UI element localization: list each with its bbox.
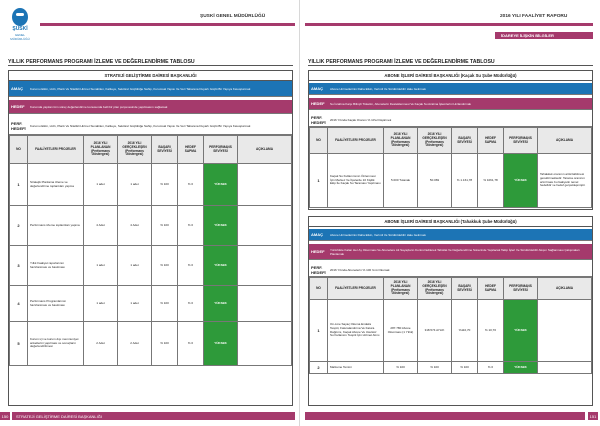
section-title: YILLIK PERFORMANS PROGRAMI İZLEME VE DEĞERLENDİRME TABLOSU: [8, 59, 195, 65]
header-bar: [305, 23, 593, 26]
hedef-row: [309, 244, 592, 260]
box-title: ABONE İŞLERİ DAİRESİ BAŞKANLIĞI (Kaçak Su Şube Müdürlüğü): [309, 71, 592, 81]
table-header-row: [310, 128, 592, 154]
table-header-row: [10, 136, 292, 164]
suski-logo: [8, 8, 32, 41]
logo-subtext: GENEL MÜDÜRLÜĞÜ: [10, 33, 30, 41]
row-actual: 4 Adet: [118, 206, 152, 246]
row-deviation: % 0: [178, 206, 204, 246]
row-level: YÜKSEK: [204, 322, 238, 366]
col-header: FAALİYETLER/ PROJELER: [328, 278, 384, 300]
row-planned: 5.000 Tutanak: [384, 154, 418, 208]
perf-text: Kurumu Etkin, Hızlı, Planlı Ve Nitelikli Hizmet Sunabilen, Kaliteye, Sektörel Güçlülüğe Sahip, Kurumsal Yapısı Ve Veri Tabanına Duyarlı Güçlü Bir Yapıya Kavuşturmak: [27, 117, 292, 134]
row-no: 2: [310, 362, 328, 374]
amac-row: [309, 229, 592, 241]
hedef-label: HEDEF: [309, 244, 327, 259]
col-header: BAŞARI SEVİYESİ: [152, 136, 178, 164]
row-level: YÜKSEK: [204, 246, 238, 286]
col-header: NO: [310, 278, 328, 300]
row-deviation: % 0: [178, 246, 204, 286]
perf-row: [9, 117, 292, 135]
row-planned: 4 Adet: [84, 206, 118, 246]
table-row: [10, 286, 292, 322]
row-actual: 50.069: [418, 154, 452, 208]
row-success: % 100: [152, 322, 178, 366]
amac-row: [309, 83, 592, 95]
table-row: [310, 154, 592, 208]
row-success: % 1.161,78: [452, 154, 478, 208]
amac-label: AMAÇ: [9, 81, 27, 96]
row-level: YÜKSEK: [204, 164, 238, 206]
col-header: FAALİYETLER/ PROJELER: [28, 136, 84, 164]
table-row: [310, 300, 592, 362]
row-planned: 1 adet: [84, 286, 118, 322]
row-no: 3: [10, 246, 28, 286]
row-note: [538, 300, 592, 362]
row-note: [238, 322, 292, 366]
row-activity: Kurum içi ve kurum dışı memnuniyet anketlerini yapılması ve sonuçların değerlendirilmesi: [28, 322, 84, 366]
table-row: [10, 246, 292, 286]
col-header: PERFORMANS SEVİYESİ: [504, 278, 538, 300]
perf-row: [309, 263, 592, 277]
row-note: [238, 286, 292, 322]
col-header: HEDEF SAPMA: [178, 136, 204, 164]
section-title: YILLIK PERFORMANS PROGRAMI İZLEME VE DEĞERLENDİRME TABLOSU: [308, 59, 495, 65]
report-title: 2016 YILI FAALİYET RAPORU: [500, 14, 568, 19]
strategy-table-box: [8, 70, 293, 406]
row-no: 2: [10, 206, 28, 246]
performance-table: [9, 135, 292, 366]
amac-row: [9, 81, 292, 97]
row-level: YÜKSEK: [204, 206, 238, 246]
row-success: % 100: [152, 246, 178, 286]
col-header: AÇIKLAMA: [238, 136, 292, 164]
org-title: ŞUSKİ GENEL MÜDÜRLÜĞÜ: [200, 14, 266, 19]
col-header: FAALİYETLER/ PROJELER: [328, 128, 384, 154]
header-bar: [40, 23, 295, 26]
row-no: 1: [10, 164, 28, 206]
hedef-text: Su İsrafına Karşı Bilinçli Tüketim, Abonelerin Desteklenmesi Ve Kaçak Su Azalma İşlemlerini Hızlandırmak: [327, 98, 592, 109]
amac-label: AMAÇ: [309, 83, 327, 94]
page-number: 151: [589, 414, 597, 419]
col-header: 2016 YILI PLANLANAN (Performans Göstergesi): [384, 278, 418, 300]
sub-band: İDAREYE İLİŞKİN BİLGİLER: [495, 32, 593, 39]
col-header: HEDEF SAPMA: [478, 128, 504, 154]
perf-label: PERF. HEDEFİ: [311, 114, 326, 125]
col-header: AÇIKLAMA: [538, 128, 592, 154]
row-activity: Yıllık Faaliyet raporlarının hazırlanması ve basılması: [28, 246, 84, 286]
row-activity: Kaçak Su Kullanımının Önlenmesi İçin Merkez Ve İlçelerde 10 Kişilik Ekip İle Kaçak Su Taraması Yapılması: [328, 154, 384, 208]
row-actual: 318.574 AYLIK: [418, 300, 452, 362]
amac-text: Abone Hizmetlerinin Daha Etkin, Verimli Ve Sürdürülebilir Hale Getirmek: [327, 229, 592, 240]
right-page: [300, 0, 600, 426]
row-success: %110,70: [452, 300, 478, 362]
col-header: 2016 YILI GERÇEKLEŞEN (Performans Göstergesi): [118, 136, 152, 164]
row-note: [238, 246, 292, 286]
row-activity: On-Line Sayaç Okuma Endeks Tespiti, Faturalandırma Ve Fatura Dağıtımı, Kaçak Abone Ve Usulsüz Su Kullanımı Tespiti İçin Hizmet Alımı: [328, 300, 384, 362]
row-note: [538, 362, 592, 374]
row-actual: 1 adet: [118, 164, 152, 206]
perf-label: PERF. HEDEFİ: [11, 120, 26, 131]
col-header: AÇIKLAMA: [538, 278, 592, 300]
perf-row: [309, 113, 592, 127]
col-header: 2016 YILI PLANLANAN (Performans Göstergesi): [84, 136, 118, 164]
row-activity: Malzeme Temini: [328, 362, 384, 374]
hedef-row: [9, 100, 292, 114]
row-note: Tahakkuk oranının arttırılabilmesi gerektirmektedir. Tarama oranının artırılması bu faaliyetin temel hedefidir ve hedef gerçekleşmiştir.: [538, 154, 592, 208]
section-rule: [308, 65, 593, 66]
col-header: PERFORMANS SEVİYESİ: [504, 128, 538, 154]
row-success: % 100: [152, 206, 178, 246]
tahakkuk-box: [308, 216, 593, 406]
row-actual: 1 adet: [118, 246, 152, 286]
row-deviation: % 0: [178, 286, 204, 322]
row-activity: Stratejik Planlama izleme ve değerlendirme toplantıları yapma: [28, 164, 84, 206]
row-note: [238, 206, 292, 246]
row-planned: 287.780 Abone Okunması (1 Yıllık): [384, 300, 418, 362]
table-header-row: [310, 278, 592, 300]
row-success: % 100: [152, 164, 178, 206]
tahakkuk-table: [309, 277, 592, 374]
table-row: [10, 164, 292, 206]
perf-text: 2016 Yılında Abonelerin % 100 'ünü Okumak: [327, 263, 592, 276]
hedef-label: HEDEF: [9, 100, 27, 113]
hedef-text: Yürürlükte Kalan Her Ay Okunması Ve Abonelere Ait Sayaçların Kontrol Edilerek Tahsilat Ve Değerlendirme Sürecinde Yapılacak Takip İşleri Ve Sürdürülebilir Akışın Sağlanması Çalışmaları Planlamak: [327, 244, 592, 259]
section-rule: [8, 65, 293, 66]
row-planned: 2 Adet: [84, 322, 118, 366]
row-deviation: % 1061,78: [478, 154, 504, 208]
row-planned: 1 adet: [84, 164, 118, 206]
row-level: YÜKSEK: [504, 362, 538, 374]
col-header: NO: [10, 136, 28, 164]
kacak-su-box: [308, 70, 593, 210]
col-header: NO: [310, 128, 328, 154]
kacak-table: [309, 127, 592, 208]
col-header: 2016 YILI GERÇEKLEŞEN (Performans Göstergesi): [418, 278, 452, 300]
row-actual: 2 Adet: [118, 322, 152, 366]
col-header: PERFORMANS SEVİYESİ: [204, 136, 238, 164]
hedef-row: [309, 98, 592, 110]
amac-text: Abone Hizmetlerinin Daha Etkin, Verimli Ve Sürdürülebilir Hale Getirmek: [327, 83, 592, 94]
water-drop-icon: [12, 8, 28, 26]
col-header: 2016 YILI GERÇEKLEŞEN (Performans Göstergesi): [418, 128, 452, 154]
table-row: [10, 322, 292, 366]
table-row: [310, 362, 592, 374]
table-row: [10, 206, 292, 246]
row-level: YÜKSEK: [504, 154, 538, 208]
perf-label: PERF. HEDEFİ: [311, 264, 326, 275]
row-no: 4: [10, 286, 28, 322]
hedef-text: Kurumda yapılan tüm süreç değerlendirme konusunda belli bir plan çerçevesinde yapılmasını sağlamak: [27, 100, 292, 113]
row-deviation: % 0: [478, 362, 504, 374]
row-no: 1: [310, 154, 328, 208]
row-activity: Performans izleme toplantıları yapma: [28, 206, 84, 246]
row-no: 1: [310, 300, 328, 362]
footer-bar: [305, 412, 585, 420]
row-level: YÜKSEK: [504, 300, 538, 362]
row-success: % 100: [452, 362, 478, 374]
row-success: % 100: [152, 286, 178, 322]
row-planned: 1 adet: [84, 246, 118, 286]
perf-text: 2016 Yılında Kaçak Oranını % 10'a Düşürmek: [327, 113, 592, 126]
col-header: HEDEF SAPMA: [478, 278, 504, 300]
row-level: YÜKSEK: [204, 286, 238, 322]
col-header: BAŞARI SEVİYESİ: [452, 278, 478, 300]
row-no: 5: [10, 322, 28, 366]
row-actual: % 100: [418, 362, 452, 374]
col-header: BAŞARI SEVİYESİ: [452, 128, 478, 154]
box-title: STRATEJİ GELİŞTİRME DAİRESİ BAŞKANLIĞI: [9, 71, 292, 81]
row-planned: % 100: [384, 362, 418, 374]
row-deviation: % 0: [178, 164, 204, 206]
footer-bar: STRATEJİ GELİŞTİRME DAİRESİ BAŞKANLIĞI: [12, 412, 295, 420]
col-header: 2016 YILI PLANLANAN (Performans Göstergesi): [384, 128, 418, 154]
box-title: ABONE İŞLERİ DAİRESİ BAŞKANLIĞI (Tahakkuk Şube Müdürlüğü): [309, 217, 592, 227]
row-actual: 1 adet: [118, 286, 152, 322]
row-deviation: % 10,70: [478, 300, 504, 362]
amac-text: Kurumu Etkin, Hızlı, Planlı Ve Nitelikli Hizmet Sunabilen, Kaliteye, Sektörel Güçlülüğe Sahip, Kurumsal Yapısı Ve Veri Tabanına Duyarlı Güçlü Bir Yapıya Kavuşturmak: [27, 81, 292, 96]
hedef-label: HEDEF: [309, 98, 327, 109]
row-deviation: % 0: [178, 322, 204, 366]
row-note: [238, 164, 292, 206]
amac-label: AMAÇ: [309, 229, 327, 240]
row-activity: Performans Programlarının hazırlanması ve basılması: [28, 286, 84, 322]
logo-text: ŞUSKİ: [12, 26, 28, 32]
page-number: 150: [1, 414, 9, 419]
